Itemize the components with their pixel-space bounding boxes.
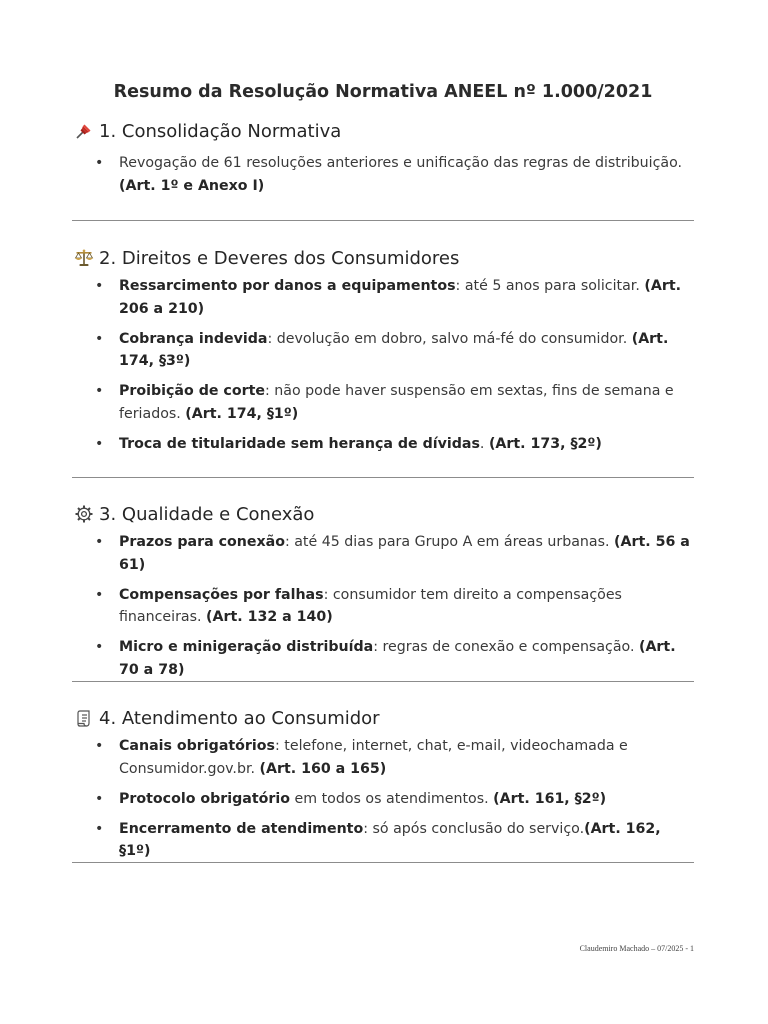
divider <box>72 862 694 863</box>
section-heading <box>72 705 694 731</box>
list-item: • Cobrança indevida: devolução em dobro, salvo má-fé do consumidor. (Art. 174, §3º) <box>72 328 694 373</box>
section-heading <box>72 245 694 271</box>
list-item: • Compensações por falhas: consumidor tem direito a compensações financeiras. (Art. 132 a 140) <box>72 584 694 629</box>
section-heading-text: 3. Qualidade e Conexão <box>99 503 315 525</box>
page-title: Resumo da Resolução Normativa ANEEL nº 1.000/2021 <box>113 82 653 102</box>
gear-icon <box>74 504 94 524</box>
section-heading-text: 1. Consolidação Normativa <box>99 120 342 142</box>
section-heading-text: 2. Direitos e Deveres dos Consumidores <box>99 247 460 269</box>
divider <box>72 681 694 682</box>
list-item: • Revogação de 61 resoluções anteriores e unificação das regras de distribuição. (Art. 1º e Anexo I) <box>72 152 694 197</box>
section-direitos <box>72 245 694 463</box>
item-list <box>72 735 694 863</box>
list-item: • Ressarcimento por danos a equipamentos: até 5 anos para solicitar. (Art. 206 a 210) <box>72 275 694 320</box>
item-list <box>72 275 694 455</box>
list-item: • Proibição de corte: não pode haver suspensão em sextas, fins de semana e feriados. (Art. 174, §1º) <box>72 380 694 425</box>
section-consolidacao <box>72 118 694 205</box>
section-atendimento <box>72 705 694 870</box>
item-list <box>72 152 694 197</box>
section-qualidade <box>72 501 694 689</box>
section-heading-text: 4. Atendimento ao Consumidor <box>99 707 380 729</box>
list-item: • Canais obrigatórios: telefone, internet, chat, e-mail, videochamada e Consumidor.gov.br. (Art. 160 a 165) <box>72 735 694 780</box>
list-item: • Micro e minigeração distribuída: regras de conexão e compensação. (Art. 70 a 78) <box>72 636 694 681</box>
section-heading <box>72 118 694 144</box>
page-footer: Claudemiro Machado – 07/2025 - 1 <box>579 944 694 953</box>
item-list <box>72 531 694 681</box>
list-item: • Protocolo obrigatório em todos os atendimentos. (Art. 161, §2º) <box>72 788 694 811</box>
list-item: • Encerramento de atendimento: só após conclusão do serviço.(Art. 162, §1º) <box>72 818 694 863</box>
list-item: • Troca de titularidade sem herança de dívidas. (Art. 173, §2º) <box>72 433 694 456</box>
pushpin-icon <box>74 121 94 141</box>
divider <box>72 220 694 221</box>
scales-icon <box>74 248 94 268</box>
list-item: • Prazos para conexão: até 45 dias para Grupo A em áreas urbanas. (Art. 56 a 61) <box>72 531 694 576</box>
scroll-icon <box>74 708 94 728</box>
divider <box>72 477 694 478</box>
section-heading <box>72 501 694 527</box>
